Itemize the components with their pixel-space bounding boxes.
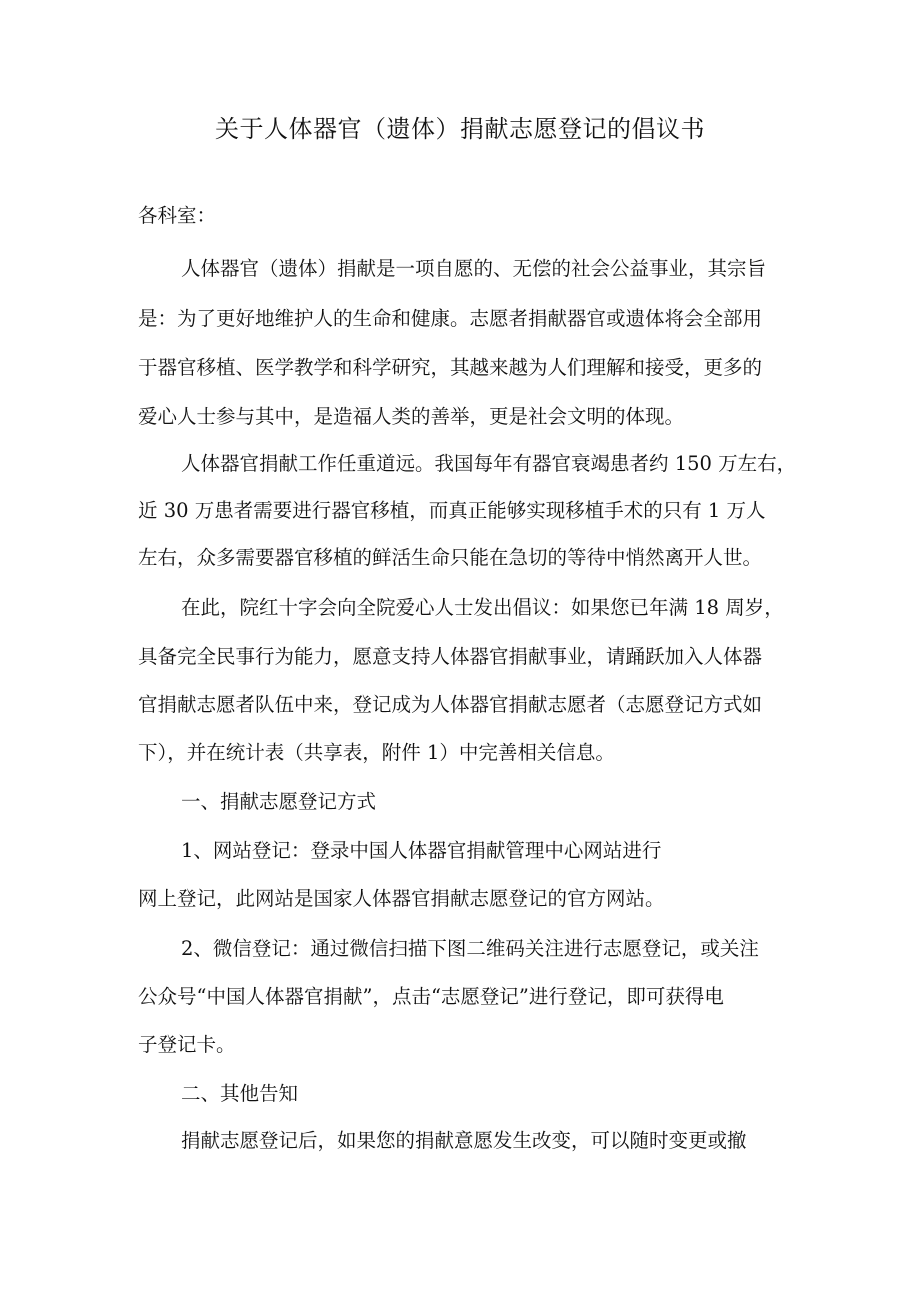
paragraph-line: 1、网站登记：登录中国人体器官捐献管理中心网站进行 [181,839,662,862]
paragraph-line: 捐献志愿登记后，如果您的捐献意愿发生改变，可以随时变更或撤 [181,1129,747,1152]
document-title: 关于人体器官（遗体）捐献志愿登记的倡议书 [215,115,705,143]
paragraph-line: 是：为了更好地维护人的生命和健康。志愿者捐献器官或遗体将会全部用 [138,307,763,330]
paragraph-line: 子登记卡。 [138,1033,236,1056]
paragraph-line: 2、微信登记：通过微信扫描下图二维码关注进行志愿登记，或关注 [181,937,759,960]
paragraph-line: 人体器官捐献工作任重道远。我国每年有器官衰竭患者约 150 万左右， [181,452,797,475]
paragraph-line: 人体器官（遗体）捐献是一项自愿的、无偿的社会公益事业，其宗旨 [181,257,767,280]
paragraph-line: 下），并在统计表（共享表，附件 1）中完善相关信息。 [138,741,615,764]
section-heading: 二、其他告知 [181,1082,299,1105]
paragraph-line: 网上登记，此网站是国家人体器官捐献志愿登记的官方网站。 [138,887,665,910]
salutation: 各科室： [138,204,217,227]
paragraph-line: 于器官移植、医学教学和科学研究，其越来越为人们理解和接受，更多的 [138,356,763,379]
paragraph-line: 在此，院红十字会向全院爱心人士发出倡议：如果您已年满 18 周岁， [181,596,784,619]
paragraph-line: 爱心人士参与其中，是造福人类的善举，更是社会文明的体现。 [138,405,685,428]
paragraph-line: 左右，众多需要器官移植的鲜活生命只能在急切的等待中悄然离开人世。 [138,546,763,569]
paragraph-line: 近 30 万患者需要进行器官移植，而真正能够实现移植手术的只有 1 万人 [138,499,766,522]
paragraph-line: 官捐献志愿者队伍中来，登记成为人体器官捐献志愿者（志愿登记方式如 [138,693,763,716]
paragraph-line: 具备完全民事行为能力，愿意支持人体器官捐献事业，请踊跃加入人体器 [138,645,763,668]
section-heading: 一、捐献志愿登记方式 [181,790,377,813]
paragraph-line: 公众号“中国人体器官捐献”，点击“志愿登记”进行登记，即可获得电 [138,985,724,1008]
